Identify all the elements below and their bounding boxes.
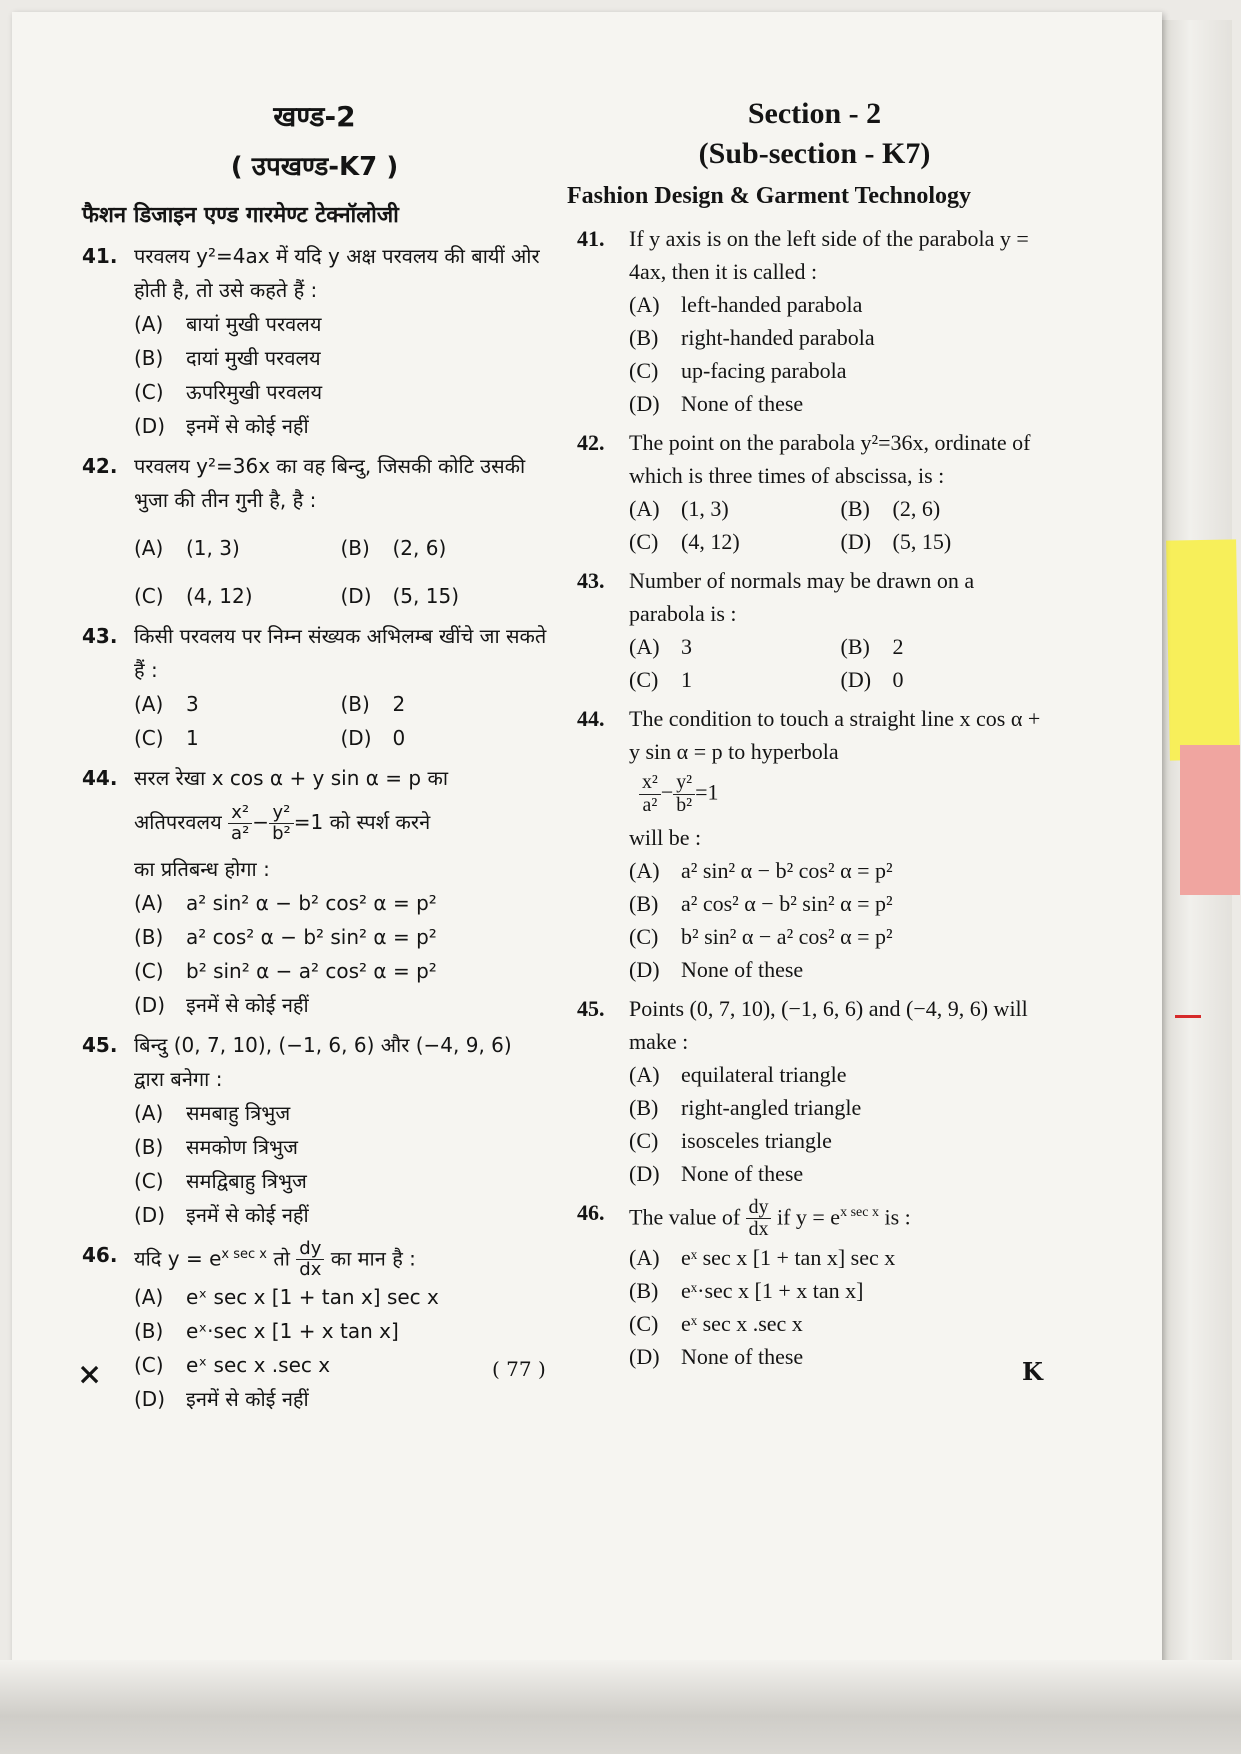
subject-title-english: Fashion Design & Garment Technology	[567, 183, 972, 209]
option-c[interactable]: (C) 1	[629, 667, 692, 692]
hyperbola-equation-line: $\frac{\text{x²}}{\text{a²}}$ − $\frac{\text{y²}}{\text{b²}}$ =1	[639, 772, 1052, 817]
scan-bottom-shadow	[0, 1660, 1241, 1754]
option-b[interactable]: (B) a² cos² α − b² sin² α = p²	[629, 890, 893, 916]
option-d[interactable]: (D) इनमें से कोई नहीं	[134, 1387, 309, 1412]
question-46-english	[577, 1196, 1052, 1374]
question-44-hindi	[82, 761, 547, 1022]
yellow-sticky-note	[1166, 539, 1240, 760]
pink-page-tab	[1180, 745, 1240, 895]
question-41-hindi	[82, 239, 547, 443]
question-number: 43.	[577, 568, 605, 593]
fraction-x2-a2: $\frac{\text{x²}}{\text{a²}}$	[639, 772, 661, 817]
hindi-column	[82, 97, 547, 1422]
option-a[interactable]: (A) 3	[629, 634, 692, 659]
hyperbola-equation-line: अतिपरवलय $\frac{\text{x²}}{\text{a²}}$ − $\frac{\text{y²}}{\text{b²}}$ =1 को स्पर्श करने	[134, 802, 431, 844]
option-d[interactable]: (D) इनमें से कोई नहीं	[134, 1202, 309, 1227]
question-45-english	[577, 992, 1052, 1190]
page-number: ( 77 )	[492, 1357, 546, 1381]
question-number: 46.	[82, 1242, 118, 1267]
question-text: If y axis is on the left side of the parabola y = 4ax, then it is called :	[629, 226, 1029, 284]
question-text: किसी परवलय पर निम्न संख्यक अभिलम्ब खींचे जा सकते हैं :	[134, 624, 547, 682]
question-number: 43.	[82, 624, 118, 648]
fraction-dy-dx: $\frac{dy}{dx}$	[296, 1239, 324, 1280]
option-a[interactable]: (A) a² sin² α − b² cos² α = p²	[134, 890, 437, 915]
option-d[interactable]: (D) (5, 15)	[340, 584, 459, 608]
question-43-english	[577, 564, 1052, 696]
question-number: 44.	[82, 766, 118, 790]
option-b[interactable]: (B) eˣ·sec x [1 + x tan x]	[134, 1319, 399, 1344]
option-a[interactable]: (A) बायां मुखी परवलय	[134, 312, 322, 336]
question-text: Number of normals may be drawn on a parabola is :	[629, 568, 975, 626]
question-text: यदि $y = e^{x sec x}$ तो $\frac{dy}{dx}$ का मान है :	[134, 1238, 416, 1281]
option-c[interactable]: (C) isosceles triangle	[629, 1127, 832, 1153]
question-number: 41.	[577, 226, 605, 251]
option-c[interactable]: (C) up-facing parabola	[629, 358, 847, 383]
section-title-english: Section - 2	[747, 97, 882, 130]
subsection-title-english: (Sub-section - K7)	[698, 137, 931, 170]
fraction-y2-b2: $\frac{\text{y²}}{\text{b²}}$	[269, 803, 294, 844]
question-number: 45.	[577, 995, 605, 1021]
subsection-title-hindi: ( उपखण्ड-K7 )	[230, 152, 399, 182]
option-a[interactable]: (A) समबाहु त्रिभुज	[134, 1100, 291, 1125]
question-text: बिन्दु (0, 7, 10), (−1, 6, 6) और (−4, 9, 6) द्वारा बनेगा :	[134, 1032, 512, 1091]
option-a[interactable]: (A) 3	[134, 692, 199, 716]
option-b[interactable]: (B) दायां मुखी परवलय	[134, 346, 321, 370]
question-42-hindi	[82, 449, 547, 613]
option-c[interactable]: (C) (4, 12)	[134, 584, 253, 608]
option-d[interactable]: (D) None of these	[629, 391, 804, 416]
option-b[interactable]: (B) (2, 6)	[340, 536, 447, 560]
section-title-hindi: खण्ड-2	[273, 100, 356, 133]
question-number: 46.	[577, 1199, 605, 1225]
option-b[interactable]: (B) eˣ·sec x [1 + x tan x]	[629, 1278, 864, 1304]
question-text: परवलय y²=4ax में यदि y अक्ष परवलय की बायीं ओर होती है, तो उसे कहते हैं :	[134, 244, 540, 302]
option-a[interactable]: (A) (1, 3)	[134, 536, 240, 560]
question-42-english	[577, 426, 1052, 558]
option-a[interactable]: (A) eˣ sec x [1 + tan x] sec x	[629, 1245, 896, 1271]
option-a[interactable]: (A) equilateral triangle	[629, 1061, 847, 1087]
question-text: The value of $\frac{dy}{dx}$ if $y = e^{x sec x}$ is :	[629, 1195, 911, 1241]
fraction-y2-b2: $\frac{\text{y²}}{\text{b²}}$	[673, 772, 695, 817]
option-d[interactable]: (D) 0	[840, 667, 904, 692]
question-41-english	[577, 222, 1052, 420]
option-b[interactable]: (B) समकोण त्रिभुज	[134, 1134, 298, 1159]
option-a[interactable]: (A) a² sin² α − b² cos² α = p²	[629, 857, 893, 883]
red-pen-mark	[1175, 1015, 1201, 1018]
option-b[interactable]: (B) right-handed parabola	[629, 325, 875, 350]
cross-mark-icon: ×	[77, 1357, 103, 1392]
option-c[interactable]: (C) b² sin² α − a² cos² α = p²	[134, 958, 437, 983]
question-text: The condition to touch a straight line x cos α + y sin α = p to hyperbola	[629, 706, 1041, 764]
option-d[interactable]: (D) None of these	[629, 1160, 804, 1186]
question-number: 45.	[82, 1032, 118, 1057]
option-d[interactable]: (D) इनमें से कोई नहीं	[134, 414, 309, 438]
booklet-series-mark: K	[1022, 1357, 1043, 1386]
question-text: Points (0, 7, 10), (−1, 6, 6) and (−4, 9, 6) will make :	[629, 995, 1028, 1054]
option-b[interactable]: (B) (2, 6)	[840, 496, 941, 521]
question-text: The point on the parabola y²=36x, ordinate of which is three times of abscissa, is :	[629, 430, 1031, 488]
option-d[interactable]: (D) None of these	[629, 1344, 804, 1370]
option-c[interactable]: (C) 1	[134, 726, 199, 750]
exam-page	[12, 12, 1162, 1722]
option-d[interactable]: (D) इनमें से कोई नहीं	[134, 992, 309, 1017]
option-b[interactable]: (B) a² cos² α − b² sin² α = p²	[134, 924, 437, 949]
option-c[interactable]: (C) समद्विबाहु त्रिभुज	[134, 1168, 307, 1193]
question-number: 42.	[577, 430, 605, 455]
option-c[interactable]: (C) (4, 12)	[629, 529, 740, 554]
option-c[interactable]: (C) b² sin² α − a² cos² α = p²	[629, 923, 893, 949]
option-c[interactable]: (C) eˣ sec x .sec x	[629, 1311, 803, 1337]
question-text-cont: will be :	[629, 824, 702, 850]
option-c[interactable]: (C) eˣ sec x .sec x	[134, 1353, 331, 1378]
question-number: 44.	[577, 706, 605, 731]
question-number: 42.	[82, 454, 118, 478]
option-b[interactable]: (B) 2	[340, 692, 406, 716]
option-d[interactable]: (D) 0	[340, 726, 406, 750]
fraction-x2-a2: $\frac{\text{x²}}{\text{a²}}$	[228, 803, 252, 844]
english-column	[567, 97, 1052, 1379]
option-b[interactable]: (B) 2	[840, 634, 904, 659]
question-number: 41.	[82, 244, 118, 268]
option-a[interactable]: (A) (1, 3)	[629, 496, 729, 521]
option-b[interactable]: (B) right-angled triangle	[629, 1094, 862, 1120]
fraction-dy-dx: $\frac{dy}{dx}$	[746, 1197, 772, 1242]
option-a[interactable]: (A) left-handed parabola	[629, 292, 863, 317]
subject-title-hindi: फैशन डिजाइन एण्ड गारमेण्ट टेक्नॉलोजी	[82, 203, 399, 228]
question-46-hindi	[82, 1238, 547, 1416]
option-a[interactable]: (A) eˣ sec x [1 + tan x] sec x	[134, 1285, 439, 1310]
option-c[interactable]: (C) ऊपरिमुखी परवलय	[134, 380, 323, 404]
question-text: परवलय y²=36x का वह बिन्दु, जिसकी कोटि उसकी भुजा की तीन गुनी है, है :	[134, 454, 526, 512]
question-text-cont: का प्रतिबन्ध होगा :	[134, 856, 270, 881]
question-43-hindi	[82, 619, 547, 755]
option-d[interactable]: (D) (5, 15)	[840, 529, 952, 554]
question-45-hindi	[82, 1028, 547, 1232]
option-d[interactable]: (D) None of these	[629, 956, 804, 982]
question-text: सरल रेखा x cos α + y sin α = p का	[134, 766, 449, 790]
question-44-english	[577, 702, 1052, 986]
